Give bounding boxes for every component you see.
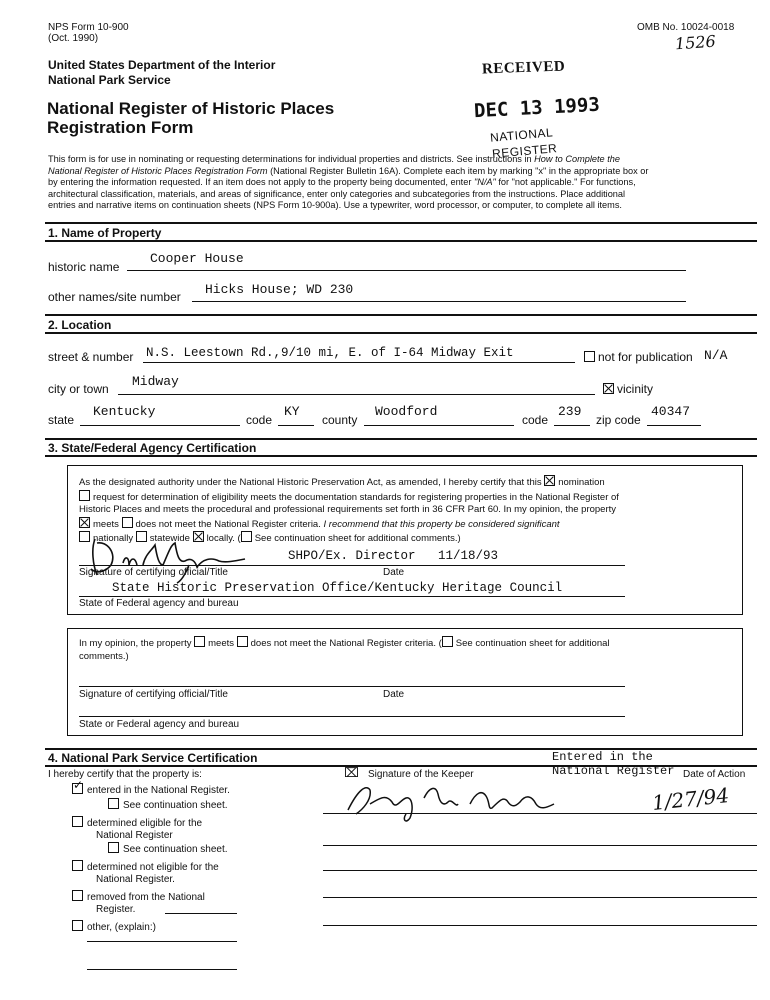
keeper-line-2: [323, 845, 757, 846]
signature-label: Signature of certifying official/Title: [79, 567, 228, 578]
opinion-continuation-label: See continuation sheet for additional: [455, 638, 610, 649]
keeper-line-5: [323, 925, 757, 926]
recommend-text: I recommend that this property be considered significant: [323, 518, 560, 530]
agency-line: [79, 596, 625, 597]
meets-label: meets: [93, 518, 119, 530]
removed-checkbox[interactable]: [72, 890, 83, 901]
other-checkbox[interactable]: [72, 920, 83, 931]
state-field-line: [80, 425, 240, 426]
date-of-action-label: Date of Action: [683, 769, 746, 780]
nomination-checkbox[interactable]: [544, 475, 555, 486]
page-title-line1: National Register of Historic Places: [47, 99, 335, 118]
action-date-value[interactable]: 1/27/94: [650, 783, 731, 815]
other-names-value[interactable]: Hicks House; WD 230: [205, 282, 354, 297]
not-for-publication-checkbox[interactable]: [584, 351, 595, 362]
department-name: United States Department of the Interior: [48, 58, 276, 72]
keeper-label: Signature of the Keeper: [368, 769, 474, 780]
cert-text: As the designated authority under the National Historic Preservation Act, as amended, I hereby certify that this: [79, 477, 542, 488]
section-divider: [45, 332, 757, 334]
state-code-field-line: [278, 425, 314, 426]
continuation-label: See continuation sheet for additional comments.): [254, 533, 461, 545]
nationally-label: nationally: [93, 533, 134, 545]
statewide-label: statewide: [149, 533, 190, 545]
other-names-field-line: [192, 301, 686, 302]
city-label: city or town: [48, 382, 109, 396]
opinion-meets-checkbox[interactable]: [194, 636, 205, 647]
register-stamp: REGISTER: [491, 141, 558, 161]
instructions-text: for "not applicable." For functions,: [498, 177, 636, 187]
vicinity-checkbox[interactable]: [603, 383, 614, 394]
entered-stamp-line2: National Register: [552, 764, 675, 778]
agency-value[interactable]: State Historic Preservation Office/Kentucky Heritage Council: [112, 581, 563, 595]
does-not-meet-checkbox[interactable]: [122, 517, 133, 528]
certifier-title-value[interactable]: SHPO/Ex. Director: [288, 549, 416, 563]
instructions-paragraph: [48, 154, 758, 212]
not-for-publication[interactable]: [584, 350, 693, 364]
determination-request-checkbox[interactable]: [79, 490, 90, 501]
signature2-line: [79, 686, 625, 687]
zip-value[interactable]: 40347: [651, 404, 691, 419]
city-field-line: [118, 394, 595, 395]
state-value[interactable]: Kentucky: [93, 404, 156, 419]
na-italic: "N/A": [473, 177, 496, 187]
not-eligible-checkbox[interactable]: [72, 860, 83, 871]
street-value[interactable]: N.S. Leestown Rd.,9/10 mi, E. of I-64 Midway Exit: [146, 346, 514, 360]
street-field-line: [143, 362, 575, 363]
bulletin-title: National Register of Historic Places Registration Form: [48, 165, 268, 176]
does-not-meet-label: does not meet the National Register criteria.: [135, 518, 321, 530]
page-title: [47, 99, 334, 137]
form-number-block: [48, 22, 129, 44]
historic-name-field-line: [127, 270, 686, 271]
opinion-continuation-checkbox[interactable]: [442, 636, 453, 647]
date-label: Date: [383, 567, 405, 578]
zip-field-line: [647, 425, 701, 426]
opinion-does-not-meet-checkbox[interactable]: [237, 636, 248, 647]
nomination-label: nomination: [558, 477, 605, 488]
opinion-text: [79, 636, 610, 663]
county-label: county: [322, 413, 358, 427]
cert-text: request for determination of eligibility meets the documentation standards for registering properties in the National Register of: [93, 491, 619, 503]
section1-title: 1. Name of Property: [48, 226, 162, 240]
page-title-line2: Registration Form: [47, 118, 194, 137]
entered-stamp-line1: Entered in the: [552, 750, 653, 764]
keeper-line-1: [323, 813, 757, 814]
other-names-label: other names/site number: [48, 290, 181, 304]
entered-stamp: [552, 750, 674, 778]
instructions-italic: How to Complete the: [534, 154, 620, 164]
instructions-text: by entering the information requested. If an item does not apply to the property being documented, enter: [48, 177, 472, 187]
received-stamp-date: DEC 13 1993: [473, 93, 601, 123]
instructions-text: architectural classification, materials, and areas of significance, enter only categories and subcategories from the instructions. Place additional: [48, 188, 626, 199]
agency2-line: [79, 716, 625, 717]
zip-label: zip code: [596, 413, 641, 427]
certifier-title-and-date[interactable]: [288, 549, 498, 563]
opinion-text-start: In my opinion, the property: [79, 638, 192, 649]
agency-label: State of Federal agency and bureau: [79, 598, 239, 609]
street-label: street & number: [48, 350, 134, 364]
section2-title: 2. Location: [48, 318, 112, 332]
not-for-publication-label: not for publication: [598, 350, 693, 364]
opinion-comments: comments.): [79, 650, 129, 662]
section-divider: [45, 455, 757, 457]
entered-label: entered in the National Register.: [87, 785, 230, 796]
service-name: National Park Service: [48, 73, 171, 87]
nps-options: [72, 783, 230, 934]
signature2-label: Signature of certifying official/Title: [79, 689, 228, 700]
not-eligible-label-line2: National Register.: [96, 874, 175, 885]
eligible-checkbox[interactable]: [72, 816, 83, 827]
meets-checkbox[interactable]: [79, 517, 90, 528]
city-value[interactable]: Midway: [132, 374, 179, 389]
handwritten-reference: 1526: [674, 31, 717, 54]
form-date: (Oct. 1990): [48, 33, 99, 44]
historic-name-value[interactable]: Cooper House: [150, 251, 244, 266]
eligible-continuation-checkbox[interactable]: [108, 842, 119, 853]
entered-continuation-label: See continuation sheet.: [123, 800, 228, 811]
keeper-signature: [340, 780, 570, 826]
vicinity-label: vicinity: [617, 382, 654, 396]
form-number: NPS Form 10-900: [48, 22, 129, 33]
eligible-continuation-label: See continuation sheet.: [123, 844, 228, 855]
vicinity[interactable]: [603, 382, 653, 396]
keeper-mark-icon: ⌧: [344, 765, 359, 780]
section3-title: 3. State/Federal Agency Certification: [48, 441, 257, 455]
state-label: state: [48, 413, 75, 427]
cert-text: Historic Places and meets the procedural and professional requirements set forth in 36 CFR Part 60. In my opinion, the property: [79, 504, 617, 516]
omb-number: OMB No. 10024-0018: [637, 22, 735, 33]
county-code-value[interactable]: 239: [558, 404, 582, 419]
keeper-signature-text: Carol D. Shull: [340, 780, 347, 781]
not-eligible-label: determined not eligible for the: [87, 862, 219, 873]
county-field-line: [364, 425, 514, 426]
section4-title: 4. National Park Service Certification: [48, 751, 258, 765]
opinion-does-not-meet-label: does not meet the National Register criteria. (: [250, 638, 442, 649]
instructions-text: This form is for use in nominating or requesting determinations for individual properties and districts. See instructions in: [48, 154, 532, 164]
agency2-label: State or Federal agency and bureau: [79, 719, 240, 730]
received-stamp: RECEIVED: [481, 58, 566, 78]
signature-line: [79, 565, 625, 566]
other-label: other, (explain:): [87, 922, 156, 933]
county-code-field-line: [554, 425, 590, 426]
eligible-label: determined eligible for the: [87, 818, 203, 829]
removed-label: removed from the National: [87, 892, 205, 903]
section-divider: [45, 222, 757, 224]
section-divider: [45, 438, 757, 440]
cert-date-value[interactable]: 11/18/93: [438, 549, 499, 563]
state-code-value[interactable]: KY: [284, 404, 300, 419]
agency-header: [48, 58, 275, 88]
eligible-label-line2: National Register: [96, 830, 173, 841]
locally-label: locally. (: [206, 533, 241, 545]
other-explain-line[interactable]: [165, 913, 237, 914]
entered-checkbox[interactable]: [72, 783, 83, 794]
other-explain-line-2[interactable]: [87, 941, 237, 942]
instructions-text: (National Register Bulletin 16A). Complete each item by marking "x" in the appropriate box or: [270, 165, 649, 176]
section-divider: [45, 314, 757, 316]
state-code-label: code: [246, 413, 273, 427]
other-explain-line-3[interactable]: [87, 969, 237, 970]
section4-intro: I hereby certify that the property is:: [48, 769, 202, 780]
removed-label-line2: Register.: [96, 904, 136, 915]
national-stamp: NATIONAL: [489, 125, 554, 145]
date2-label: Date: [383, 689, 405, 700]
not-for-publication-value[interactable]: N/A: [704, 348, 728, 363]
keeper-line-3: [323, 870, 757, 871]
county-code-label: code: [522, 413, 549, 427]
historic-name-label: historic name: [48, 260, 120, 274]
keeper-line-4: [323, 897, 757, 898]
instructions-text: entries and narrative items on continuation sheets (NPS Form 10-900a). Use a typewriter, word processor, or computer, to complete all items.: [48, 200, 622, 210]
section-divider: [45, 240, 757, 242]
opinion-meets-label: meets: [208, 638, 234, 649]
entered-continuation-checkbox[interactable]: [108, 798, 119, 809]
county-value[interactable]: Woodford: [375, 404, 438, 419]
